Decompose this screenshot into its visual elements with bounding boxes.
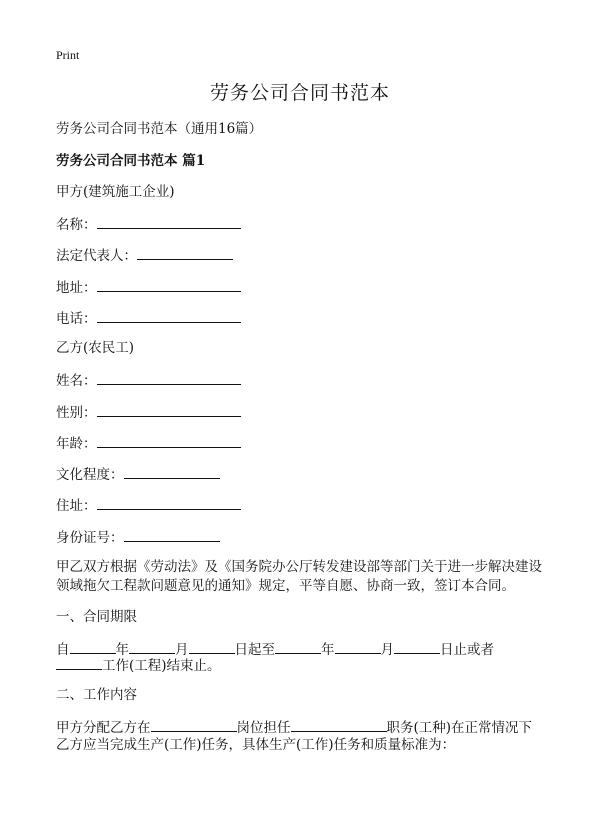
party-b-id-label: 身份证号：: [56, 530, 124, 546]
party-a-heading: 甲方(建筑施工企业): [56, 184, 175, 200]
party-a-name-blank[interactable]: [97, 214, 241, 229]
party-b-age-row: [56, 433, 241, 453]
term-work-end-label: 工作(工程)结束止。: [102, 658, 221, 674]
party-a-address-blank[interactable]: [97, 277, 241, 292]
content-line-2: 乙方应当完成生产(工作)任务，具体生产(工作)任务和质量标准为：: [56, 737, 456, 753]
content-post-blank[interactable]: [151, 717, 237, 732]
party-b-id-blank[interactable]: [124, 527, 220, 542]
party-a-phone-row: [56, 308, 241, 328]
party-b-age-blank[interactable]: [97, 433, 241, 448]
term-day-to-label: 日起至: [234, 642, 275, 658]
document-title: 劳务公司合同书范本: [209, 82, 390, 104]
party-a-phone-blank[interactable]: [97, 308, 241, 323]
party-b-heading: 乙方(农民工): [56, 340, 135, 356]
party-b-name-row: [56, 370, 241, 390]
party-b-gender-label: 性别：: [56, 405, 97, 421]
party-b-education-label: 文化程度：: [56, 467, 124, 483]
party-a-rep-blank[interactable]: [137, 245, 233, 260]
party-b-age-label: 年龄：: [56, 436, 97, 452]
content-line-1: [56, 717, 532, 737]
term-end-day-blank[interactable]: [394, 639, 440, 654]
party-b-name-blank[interactable]: [97, 370, 241, 385]
content-assign-label: 甲方分配乙方在: [56, 720, 151, 736]
preamble-line-2: 领域拖欠工程款问题意见的通知》规定，平等自愿、协商一致，签订本合同。: [56, 578, 515, 594]
party-b-id-row: [56, 527, 220, 547]
term-line-2: [56, 655, 221, 675]
party-b-gender-blank[interactable]: [97, 402, 241, 417]
party-b-address-blank[interactable]: [97, 495, 241, 510]
party-b-address-label: 住址：: [56, 498, 97, 514]
party-a-address-label: 地址：: [56, 280, 97, 296]
party-b-education-blank[interactable]: [124, 464, 220, 479]
party-a-rep-row: [56, 245, 233, 265]
term-heading: 一、合同期限: [56, 609, 137, 625]
content-heading: 二、工作内容: [56, 687, 137, 703]
section-title: 劳务公司合同书范本 篇1: [56, 153, 206, 169]
print-label: Print: [56, 48, 80, 62]
term-work-blank[interactable]: [56, 655, 102, 670]
preamble-line-1: 甲乙双方根据《劳动法》及《国务院办公厅转发建设部等部门关于进一步解决建设: [56, 559, 542, 575]
party-a-name-row: [56, 214, 241, 234]
term-year-label-2: 年: [321, 642, 335, 658]
term-start-year-blank[interactable]: [70, 639, 116, 654]
term-start-month-blank[interactable]: [129, 639, 175, 654]
content-post-label: 岗位担任: [236, 720, 291, 736]
party-b-gender-row: [56, 402, 241, 422]
term-from-label: 自: [56, 642, 70, 658]
term-month-label-2: 月: [380, 642, 394, 658]
party-a-rep-label: 法定代表人：: [56, 248, 137, 264]
party-a-phone-label: 电话：: [56, 311, 97, 327]
term-end-year-blank[interactable]: [275, 639, 321, 654]
party-b-education-row: [56, 464, 220, 484]
party-b-name-label: 姓名：: [56, 373, 97, 389]
party-a-name-label: 名称：: [56, 217, 97, 233]
party-b-address-row: [56, 495, 241, 515]
content-duty-blank[interactable]: [291, 717, 387, 732]
term-start-day-blank[interactable]: [189, 639, 235, 654]
term-month-label: 月: [175, 642, 189, 658]
content-duty-label: 职务(工种)在正常情况下: [386, 720, 533, 736]
term-end-month-blank[interactable]: [335, 639, 381, 654]
party-a-address-row: [56, 277, 241, 297]
term-day-or-label: 日止或者: [440, 642, 494, 658]
intro-line: 劳务公司合同书范本（通用16篇）: [56, 121, 263, 137]
term-year-label: 年: [115, 642, 129, 658]
